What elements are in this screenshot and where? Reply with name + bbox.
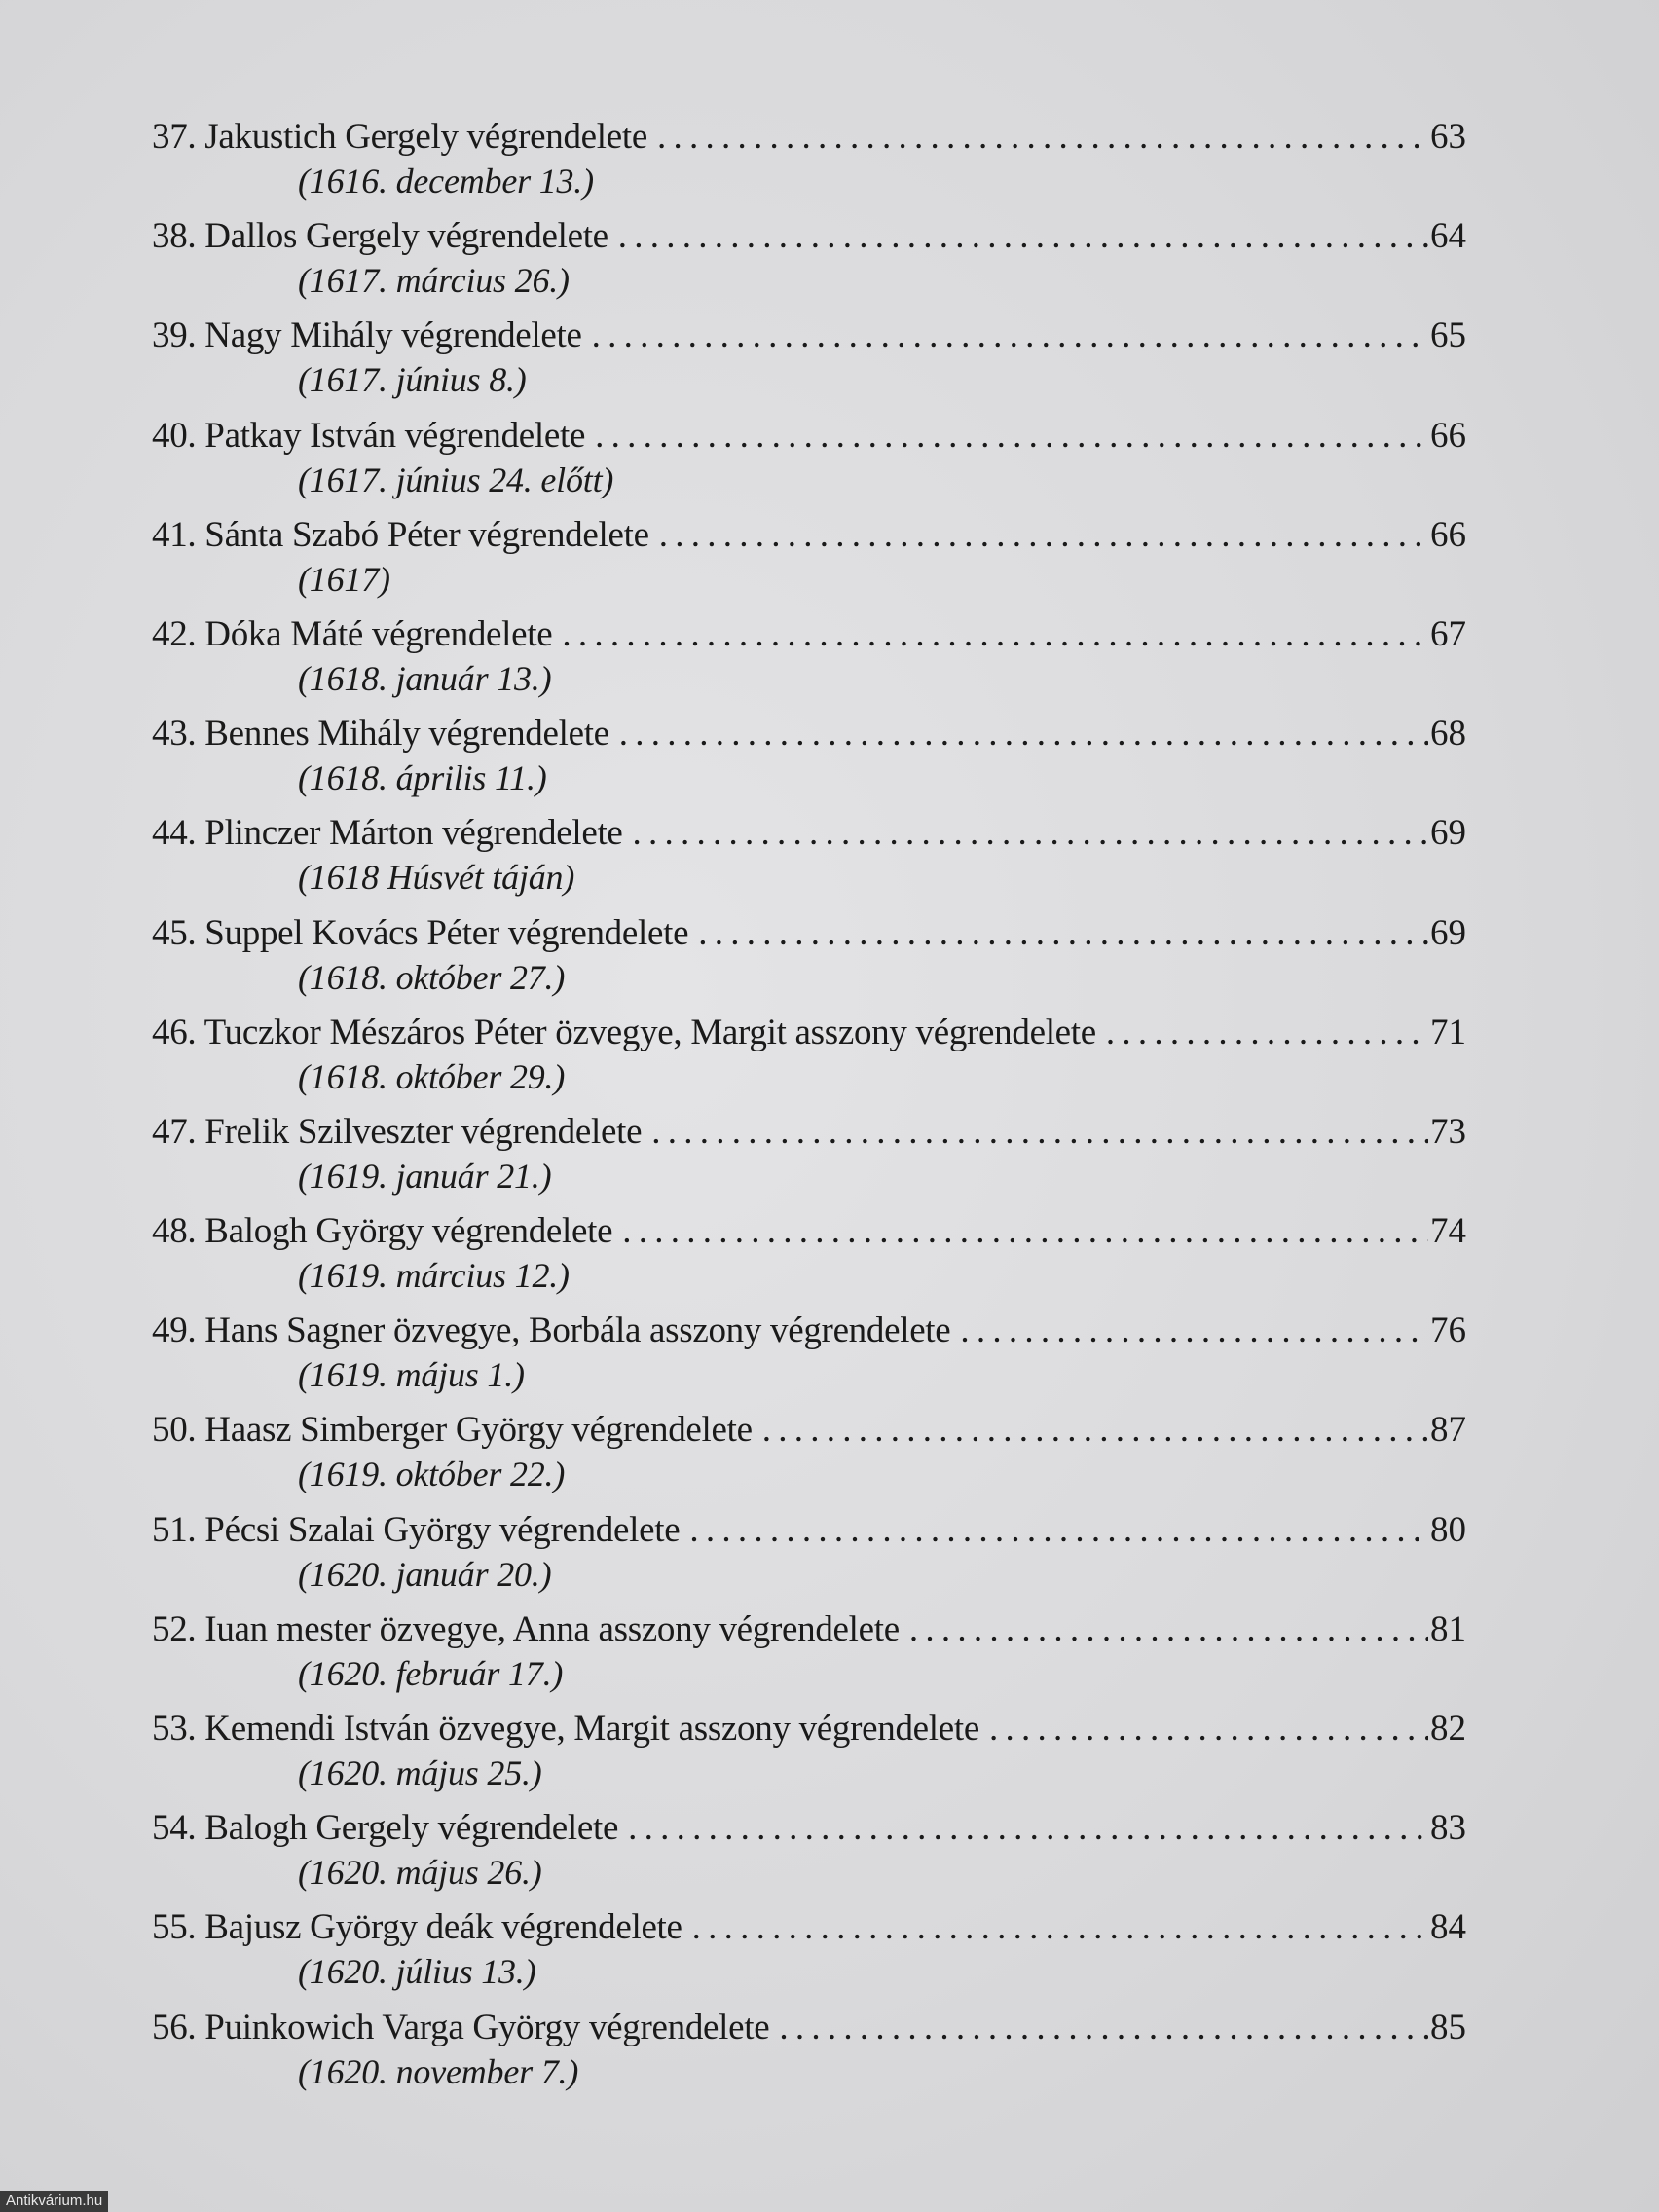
entry-title: 49. Hans Sagner özvegye, Borbála asszony végrendelete [152,1310,951,1351]
entry-date: (1620. február 17.) [298,1653,564,1693]
leader-dots [618,214,1428,259]
toc-entry [152,513,1466,612]
entry-date: (1618 Húsvét táján) [298,858,575,898]
leader-dots [628,1806,1428,1851]
entry-title: 56. Puinkowich Varga György végrendelete [152,2007,770,2047]
entry-title: 39. Nagy Mihály végrendelete [152,315,582,356]
entry-date: (1617. június 24. előtt) [298,460,614,499]
leader-dots [562,612,1428,657]
table-of-contents [152,115,1466,2105]
toc-entry [152,911,1466,1011]
toc-entry [152,313,1466,413]
leader-dots [1106,1011,1428,1055]
entry-title: 44. Plinczer Márton végrendelete [152,813,623,854]
page-number: 66 [1430,514,1466,555]
entry-date: (1618. október 27.) [298,957,566,997]
page-number: 67 [1430,613,1466,654]
watermark: Antikvárium.hu [0,2191,108,2212]
entry-title: 54. Balogh Gergely végrendelete [152,1808,619,1849]
leader-dots [909,1607,1428,1652]
toc-entry [152,214,1466,313]
toc-entry [152,1905,1466,2005]
entry-date: (1619. március 12.) [298,1256,570,1296]
leader-dots [595,414,1428,459]
toc-entry [152,1309,1466,1408]
leader-dots [651,1110,1428,1155]
leader-dots [779,2006,1428,2050]
entry-date: (1620. május 25.) [298,1753,542,1792]
entry-date: (1620. július 13.) [298,1952,536,1992]
leader-dots [657,115,1428,160]
leader-dots [692,1905,1428,1950]
toc-entry [152,1408,1466,1507]
entry-title: 43. Bennes Mihály végrendelete [152,714,609,755]
entry-title: 47. Frelik Szilveszter végrendelete [152,1111,643,1152]
leader-dots [689,1508,1428,1553]
toc-entry [152,1806,1466,1905]
entry-title: 42. Dóka Máté végrendelete [152,613,553,654]
entry-title: 53. Kemendi István özvegye, Margit asszony végrendelete [152,1709,979,1749]
leader-dots [633,811,1428,856]
entry-title: 50. Haasz Simberger György végrendelete [152,1410,753,1451]
page-number: 80 [1430,1509,1466,1550]
toc-entry [152,115,1466,214]
entry-date: (1618. április 11.) [298,758,547,798]
entry-date: (1616. december 13.) [298,162,594,201]
page-number: 84 [1430,1907,1466,1948]
toc-entry [152,811,1466,910]
entry-title: 37. Jakustich Gergely végrendelete [152,117,647,157]
toc-entry [152,1011,1466,1110]
entry-date: (1620. november 7.) [298,2051,579,2091]
page-number: 69 [1430,912,1466,953]
entry-date: (1618. január 13.) [298,658,552,698]
entry-title: 38. Dallos Gergely végrendelete [152,216,608,257]
toc-entry [152,1607,1466,1707]
page-number: 82 [1430,1709,1466,1749]
page-number: 66 [1430,415,1466,456]
entry-title: 41. Sánta Szabó Péter végrendelete [152,514,649,555]
page-number: 83 [1430,1808,1466,1849]
entry-date: (1620. május 26.) [298,1853,542,1893]
page-number: 87 [1430,1410,1466,1451]
leader-dots [960,1309,1428,1353]
toc-entry [152,2006,1466,2105]
entry-title: 52. Iuan mester özvegye, Anna asszony végrendelete [152,1608,900,1649]
toc-entry [152,414,1466,513]
toc-entry [152,1508,1466,1607]
page-number: 71 [1430,1012,1466,1052]
page-number: 64 [1430,216,1466,257]
entry-title: 46. Tuczkor Mészáros Péter özvegye, Margit asszony végrendelete [152,1012,1096,1052]
entry-date: (1619. május 1.) [298,1355,525,1395]
entry-date: (1617. március 26.) [298,261,570,301]
page-number: 81 [1430,1608,1466,1649]
page-number: 76 [1430,1310,1466,1351]
page-number: 63 [1430,117,1466,157]
entry-title: 51. Pécsi Szalai György végrendelete [152,1509,681,1550]
page-number: 69 [1430,813,1466,854]
leader-dots [592,313,1428,358]
leader-dots [762,1408,1428,1453]
entry-date: (1617. június 8.) [298,360,527,400]
entry-date: (1620. január 20.) [298,1554,552,1594]
leader-dots [619,712,1428,756]
entry-title: 48. Balogh György végrendelete [152,1211,613,1252]
entry-title: 45. Suppel Kovács Péter végrendelete [152,912,689,953]
leader-dots [698,911,1428,956]
page-number: 85 [1430,2007,1466,2047]
entry-date: (1617) [298,559,390,599]
entry-date: (1619. január 21.) [298,1156,552,1196]
page-number: 73 [1430,1111,1466,1152]
entry-date: (1618. október 29.) [298,1056,566,1096]
entry-title: 55. Bajusz György deák végrendelete [152,1907,682,1948]
entry-title: 40. Patkay István végrendelete [152,415,586,456]
entry-date: (1619. október 22.) [298,1455,566,1494]
toc-entry [152,1209,1466,1309]
leader-dots [622,1209,1428,1254]
toc-entry [152,1707,1466,1806]
leader-dots [659,513,1428,558]
page-number: 74 [1430,1211,1466,1252]
toc-entry [152,612,1466,712]
page-number: 68 [1430,714,1466,755]
toc-entry [152,712,1466,811]
page-number: 65 [1430,315,1466,356]
leader-dots [989,1707,1428,1751]
toc-entry [152,1110,1466,1209]
